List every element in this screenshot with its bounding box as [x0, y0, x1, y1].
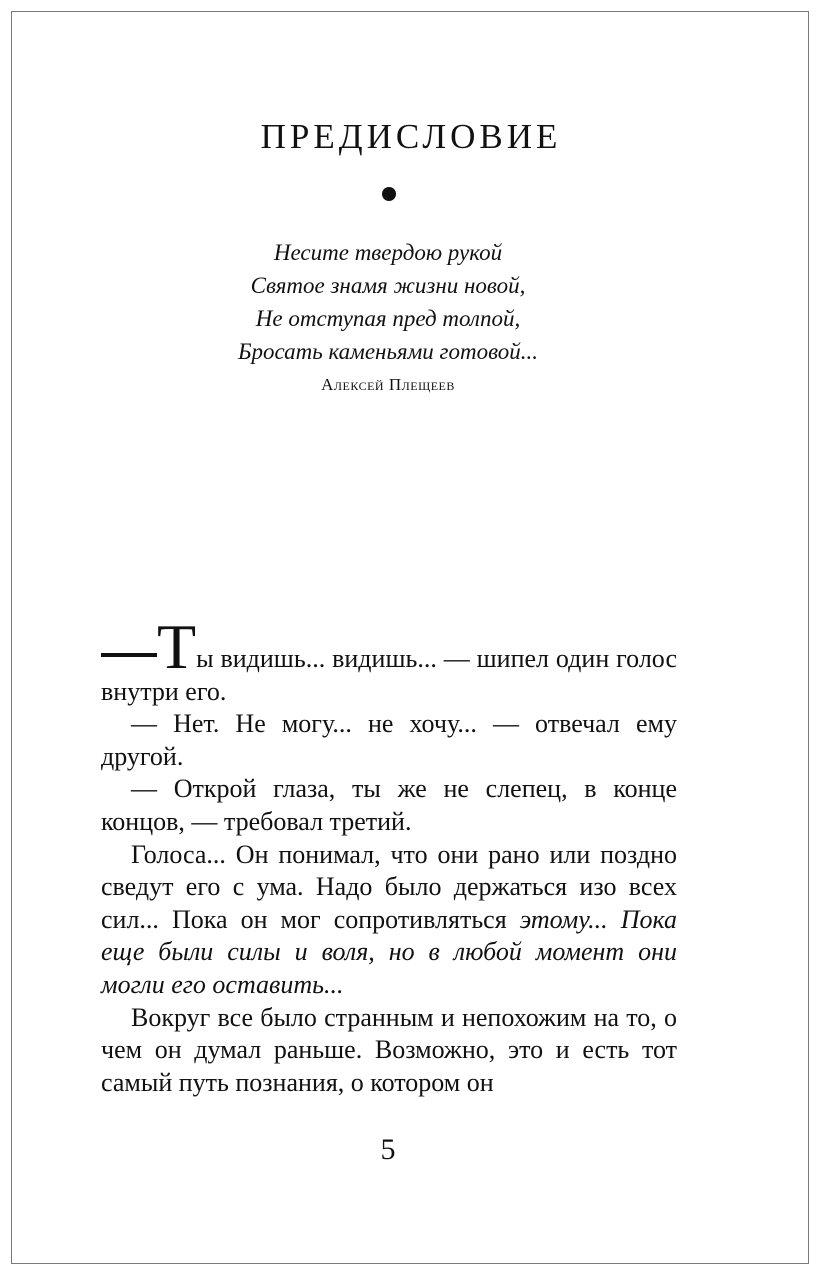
- paragraph-text: Вокруг все было странным и непохожим на то, о чем он думал раньше. Возможно, это и есть тот самый путь познания, о котором он: [101, 1002, 677, 1097]
- paragraph: [101, 839, 677, 1002]
- chapter-title: ПРЕДИСЛОВИЕ: [260, 117, 562, 156]
- epigraph-line: Бросать каменьями готовой...: [237, 339, 539, 364]
- epigraph-line: Не отступая пред толпой,: [255, 306, 521, 331]
- drop-cap: Т: [157, 611, 197, 682]
- paragraph: [101, 1002, 677, 1100]
- paragraph: [101, 773, 677, 838]
- paragraph: [101, 708, 677, 773]
- paragraph-text: ы видишь... видишь... — шипел один голос внутри его.: [101, 644, 677, 706]
- epigraph-line: Святое знамя жизни новой,: [250, 273, 526, 298]
- paragraph-text: — Открой глаза, ты же не слепец, в конце концов, — требовал третий.: [101, 774, 677, 836]
- paragraph: [101, 611, 677, 708]
- epigraph-line: Несите твердою рукой: [273, 240, 503, 265]
- paragraph-italic-text: этому... Пока еще были силы и воля, но в любой момент они могли его оставить...: [101, 904, 677, 999]
- ornament-bullet: [382, 187, 396, 201]
- paragraph-text: Голоса... Он понимал, что они рано или поздно сведут его с ума. Надо было держаться изо всех сил... Пока он мог сопротивляться: [101, 839, 677, 934]
- em-dash: [101, 653, 157, 657]
- paragraph-text: — Нет. Не могу... не хочу... — отвечал ему другой.: [101, 709, 677, 771]
- epigraph-author: Алексей Плещеев: [321, 375, 455, 394]
- page-number: 5: [380, 1133, 396, 1166]
- epigraph: [0, 236, 776, 368]
- body-text: [101, 611, 677, 1099]
